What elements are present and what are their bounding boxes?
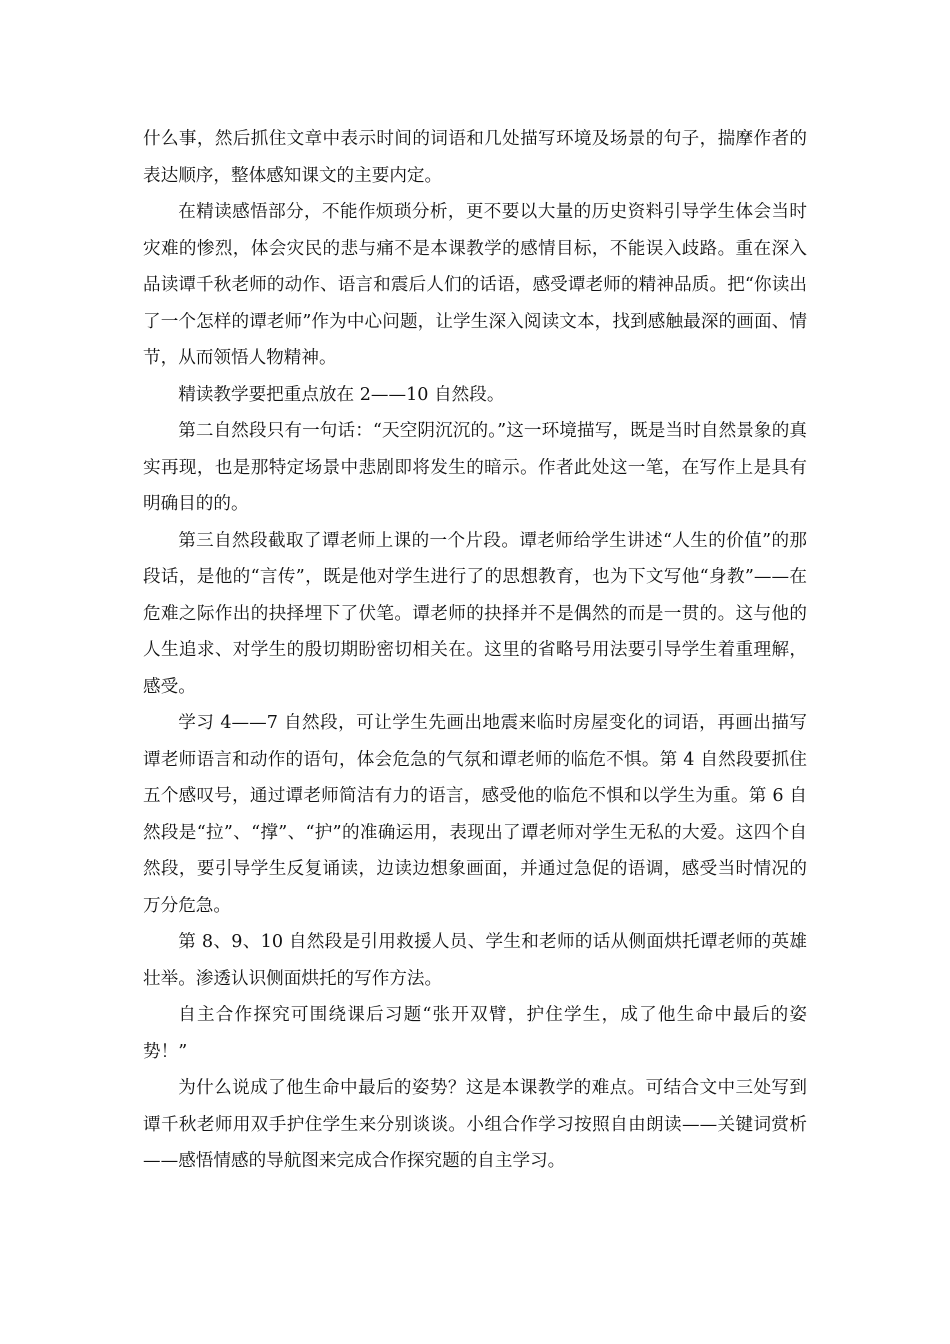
paragraph: 第 8、9、10 自然段是引用救援人员、学生和老师的话从侧面烘托谭老师的英雄壮举。渗透认识侧面烘托的写作方法。	[143, 932, 807, 989]
paragraph: 自主合作探究可围绕课后习题“张开双臂，护住学生，成了他生命中最后的姿势！”	[143, 1005, 807, 1062]
paragraph: 第二自然段只有一句话：“天空阴沉沉的。”这一环境描写，既是当时自然景象的真实再现，也是那特定场景中悲剧即将发生的暗示。作者此处这一笔，在写作上是具有明确目的的。	[143, 421, 807, 514]
paragraph: 学习 4——7 自然段，可让学生先画出地震来临时房屋变化的词语，再画出描写谭老师语言和动作的语句，体会危急的气氛和谭老师的临危不惧。第 4 自然段要抓住五个感叹号，通过谭老师简洁有力的语言，感受他的临危不惧和以学生为重。第 6 自然段是“拉”、“撑”、“护”的准确运用，表现出了谭老师对学生无私的大爱。这四个自然段，要引导学生反复诵读，边读边想象画面，并通过急促的语调，感受当时情况的万分危急。	[143, 713, 807, 916]
paragraph-continued: 什么事，然后抓住文章中表示时间的词语和几处描写环境及场景的句子，揣摩作者的表达顺序，整体感知课文的主要内定。	[143, 129, 807, 186]
paragraph: 精读教学要把重点放在 2——10 自然段。	[178, 384, 505, 405]
paragraph: 为什么说成了他生命中最后的姿势？这是本课教学的难点。可结合文中三处写到谭千秋老师用双手护住学生来分别谈谈。小组合作学习按照自由朗读——关键词赏析——感悟情感的导航图来完成合作探究题的自主学习。	[143, 1078, 807, 1171]
document-body	[143, 121, 807, 1180]
paragraph: 第三自然段截取了谭老师上课的一个片段。谭老师给学生讲述“人生的价值”的那段话，是他的“言传”，既是他对学生进行了的思想教育，也为下文写他“身教”——在危难之际作出的抉择埋下了伏笔。谭老师的抉择并不是偶然的而是一贯的。这与他的人生追求、对学生的殷切期盼密切相关在。这里的省略号用法要引导学生着重理解，感受。	[143, 530, 807, 697]
paragraph: 在精读感悟部分，不能作烦琐分析，更不要以大量的历史资料引导学生体会当时灾难的惨烈，体会灾民的悲与痛不是本课教学的感情目标，不能误入歧路。重在深入品读谭千秋老师的动作、语言和震后人们的话语，感受谭老师的精神品质。把“你读出了一个怎样的谭老师”作为中心问题，让学生深入阅读文本，找到感触最深的画面、情节，从而领悟人物精神。	[143, 202, 807, 368]
